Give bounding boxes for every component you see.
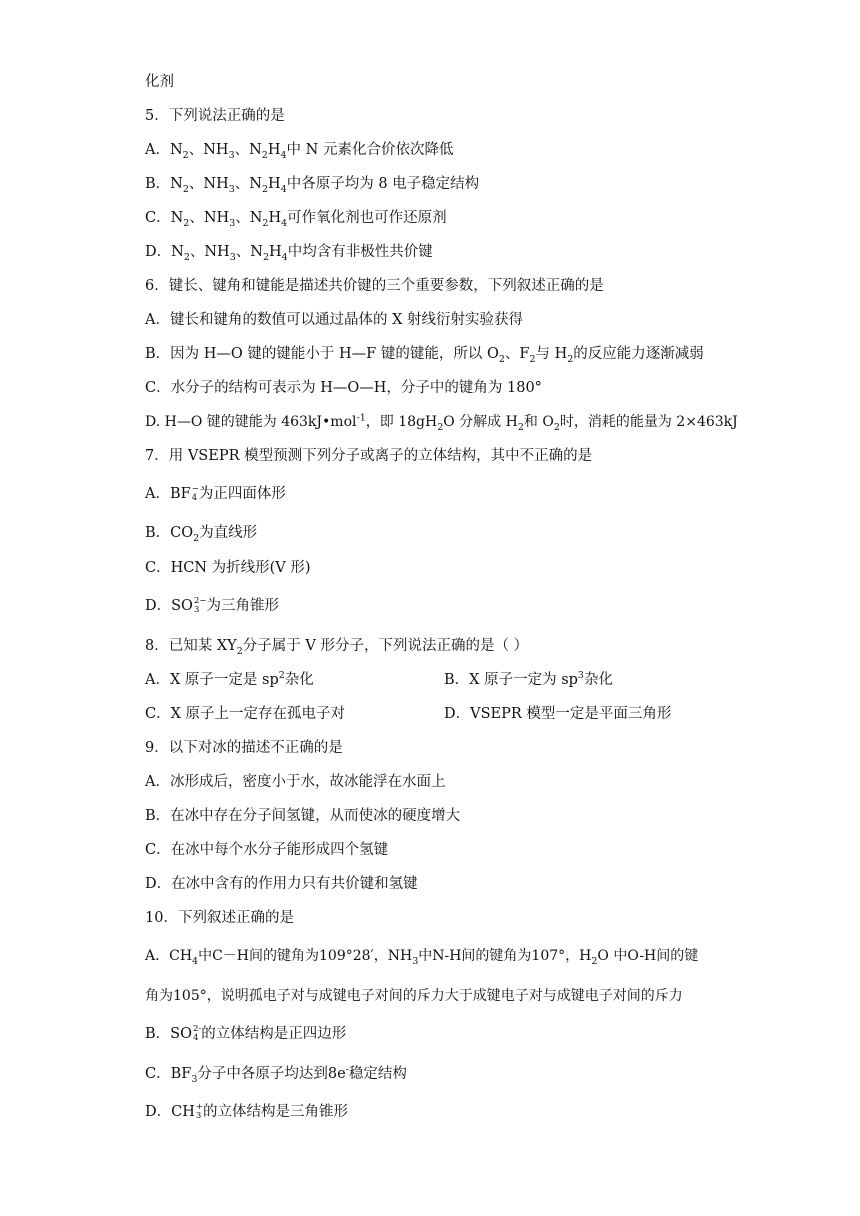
question-9-option-a: A．冰形成后，密度小于水，故冰能浮在水面上: [145, 774, 446, 790]
ion-charge: − 4: [191, 484, 199, 503]
question-8-option-d: D．VSEPR 模型一定是平面三角形: [444, 706, 672, 722]
question-7-option-a: A．BF − 4 为正四面体形: [145, 484, 286, 503]
text-line: 化剂: [145, 74, 174, 90]
question-8-stem: 8．已知某 $XY_2$分子属于 V 形分子，下列说法正确的是（ ）: [145, 638, 529, 657]
question-8-option-c: C．X 原子上一定存在孤电子对: [145, 706, 346, 722]
question-7-option-c: C．HCN 为折线形(V 形): [145, 560, 311, 576]
question-5-option-b: B．$N_2$、$NH_3$、$N_2H_4$中各原子均为 8 电子稳定结构: [145, 176, 480, 195]
question-8-option-b: B．X 原子一定为 $sp^3$杂化: [444, 670, 613, 688]
ion-charge: 2- 4: [192, 1024, 202, 1043]
question-6-option-d: D. H—O 键的键能为 463kJ•mol$^{-1}$，即 $18gH_2O$ 分解成 $H_2$和 $O_2$时，消耗的能量为 2×463kJ: [145, 412, 738, 433]
question-7-stem: 7．用 VSEPR 模型预测下列分子或离子的立体结构，其中不正确的是: [145, 448, 593, 464]
question-10-option-a: A．$CH_4$中C－H间的键角为109°28′，$NH_3$中N-H间的键角为107°，$H_2O$ 中O-H间的键: [145, 948, 699, 967]
question-5-option-a: A．$N_2$、$NH_3$、$N_2H_4$中 N 元素化合价依次降低: [145, 142, 454, 161]
question-9-option-d: D．在冰中含有的作用力只有共价键和氢键: [145, 876, 418, 892]
question-6-stem: 6．键长、键角和键能是描述共价键的三个重要参数，下列叙述正确的是: [145, 278, 604, 294]
question-10-stem: 10．下列叙述正确的是: [145, 910, 294, 926]
question-10-option-c: C．$BF_3$分子中各原子均达到8e-稳定结构: [145, 1064, 407, 1085]
question-6-option-a: A．键长和键角的数值可以通过晶体的 X 射线衍射实验获得: [145, 312, 524, 328]
question-9-option-c: C．在冰中每个水分子能形成四个氢键: [145, 842, 389, 858]
question-9-option-b: B．在冰中存在分子间氢键，从而使冰的硬度增大: [145, 808, 461, 824]
question-5-option-c: C．$N_2$、$NH_3$、$N_2H_4$可作氧化剂也可作还原剂: [145, 210, 447, 229]
question-7-option-b: B．$CO_2$为直线形: [145, 525, 258, 544]
question-7-option-d: D．SO 2− 3 为三角锥形: [145, 596, 279, 615]
question-10-option-d: D．CH + 3 的立体结构是三角锥形: [145, 1102, 348, 1121]
question-6-option-c: C．水分子的结构可表示为 H—O—H，分子中的键角为 180°: [145, 380, 542, 396]
question-5-option-d: D．$N_2$、$NH_3$、$N_2H_4$中均含有非极性共价键: [145, 244, 433, 263]
question-10-option-a-cont: 角为105°，说明孤电子对与成键电子对间的斥力大于成键电子对与成键电子对间的斥力: [145, 988, 683, 1004]
question-8-option-a: A．X 原子一定是 $sp^2$杂化: [145, 670, 314, 688]
question-5-stem: 5．下列说法正确的是: [145, 108, 285, 124]
ion-charge: + 3: [195, 1102, 203, 1121]
question-6-option-b: B．因为 H—O 键的键能小于 H—F 键的键能，所以 $O_2$、$F_2$与 $H_2$的反应能力逐渐减弱: [145, 346, 704, 365]
question-10-option-b: B．SO 2- 4 的立体结构是正四边形: [145, 1024, 347, 1043]
ion-charge: 2− 3: [193, 596, 207, 615]
question-9-stem: 9．以下对冰的描述不正确的是: [145, 740, 343, 756]
